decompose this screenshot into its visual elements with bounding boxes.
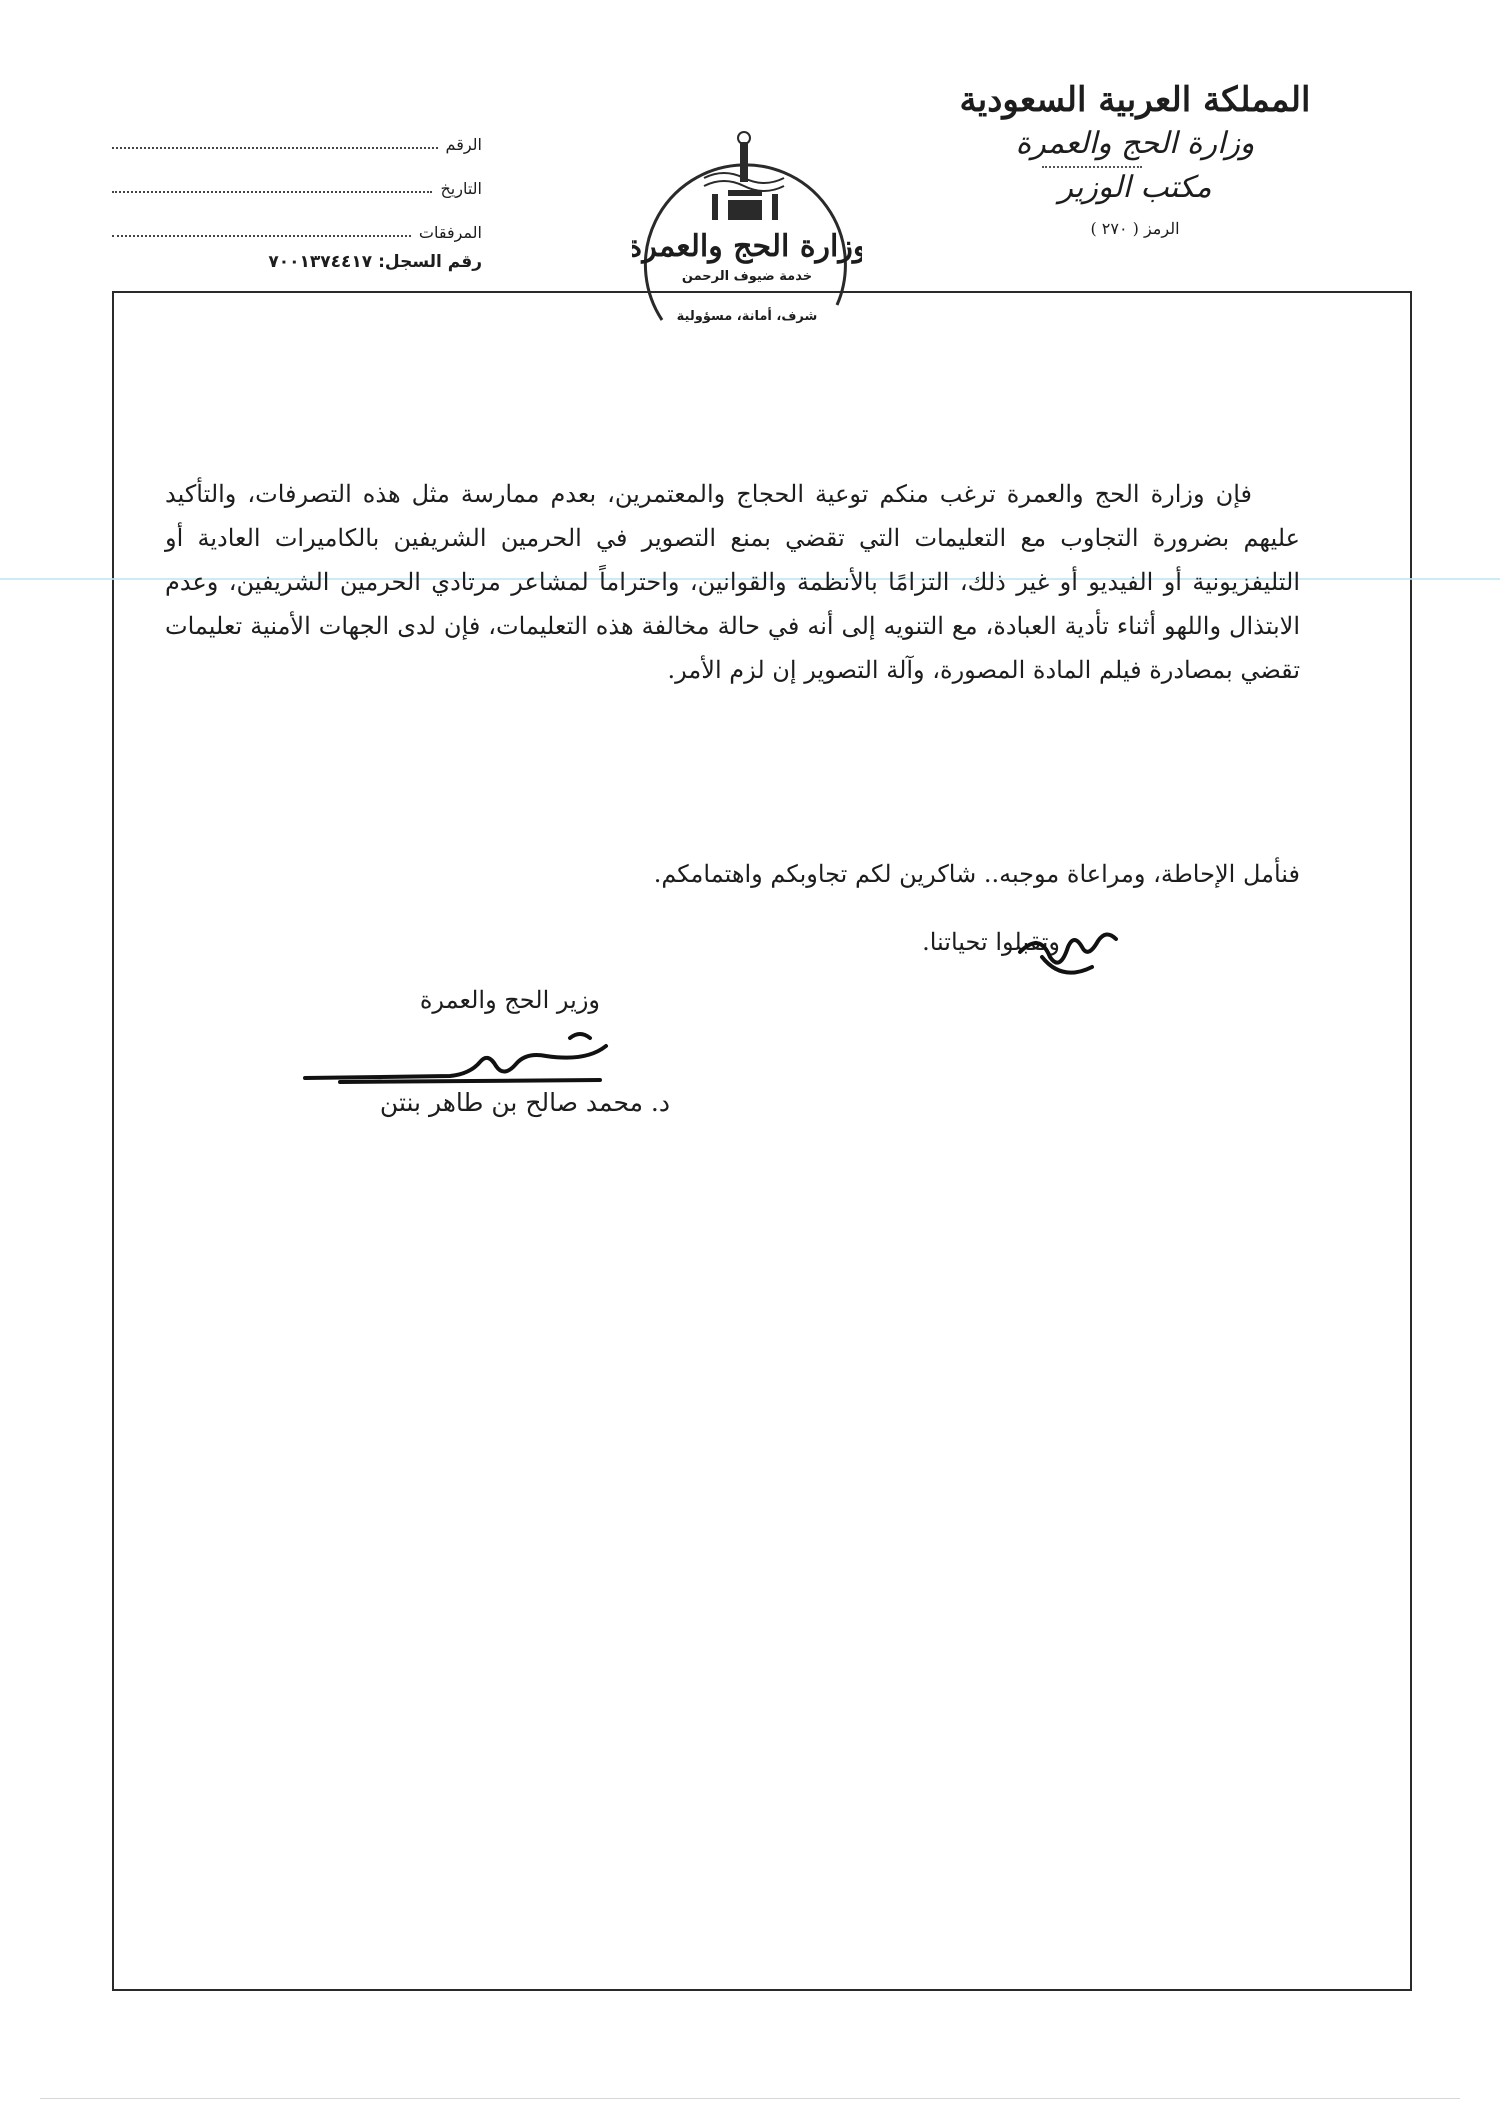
signatory-name: د. محمد صالح بن طاهر بنتن: [379, 1088, 670, 1117]
date-dots: [112, 191, 432, 193]
bottom-divider: [40, 2098, 1460, 2099]
header-dotted-line: [1042, 166, 1142, 168]
attachments-field: [112, 198, 482, 242]
registry-number: رقم السجل: ٧٠٠١٣٧٤٤١٧: [268, 252, 482, 272]
date-field: [112, 154, 482, 198]
ministry-name: وزارة الحج والعمرة: [1015, 126, 1255, 161]
reference-fields: [112, 110, 482, 272]
ministry-header: [945, 78, 1325, 244]
attachments-dots: [112, 235, 411, 237]
attachments-label: المرفقات: [418, 223, 482, 242]
number-field: [112, 110, 482, 154]
emblem-motto: شرف، أمانة، مسؤولية: [676, 309, 818, 324]
emblem-title: وزارة الحج والعمرة: [632, 229, 862, 264]
ministry-emblem: [632, 120, 862, 350]
handwritten-initial-signature: [1012, 912, 1132, 982]
number-dots: [112, 147, 438, 149]
emblem-subtitle: خدمة ضيوف الرحمن: [681, 269, 813, 284]
kingdom-name: المملكة العربية السعودية: [959, 80, 1311, 120]
signatory-title: وزير الحج والعمرة: [419, 986, 600, 1014]
emblem-graphic: [632, 120, 862, 350]
number-label: الرقم: [445, 135, 482, 154]
greeting-line: وتقبلوا تحياتنا.: [922, 928, 1060, 956]
body-paragraph: فإن وزارة الحج والعمرة ترغب منكم توعية الحجاج والمعتمرين، بعدم ممارسة مثل هذه التصرفات، والتأكيد عليهم بضرورة التجاوب مع التعليمات التي تقضي بمنع التصوير في الحرمين الشريفين بالكاميرات العادية أو التليفزيونية أو الفيديو أو غير ذلك، التزامًا بالأنظمة والقوانين، واحتراماً لمشاعر مرتادي الحرمين الشريفين، وعدم الابتذال واللهو أثناء تأدية العبادة، مع التنويه إلى أنه في حالة مخالفة هذه التعليمات، فإن لدى الجهات الأمنية تعليمات تقضي بمصادرة فيلم المادة المصورة، وآلة التصوير إن لزم الأمر.: [165, 480, 1301, 684]
office-code: الرمز ( ٢٧٠ ): [1090, 219, 1180, 238]
office-name: مكتب الوزير: [1058, 170, 1212, 205]
closing-line: فنأمل الإحاطة، ومراعاة موجبه.. شاكرين لكم تجاوبكم واهتمامكم.: [653, 860, 1300, 888]
letter-body: [165, 472, 1300, 692]
date-label: التاريخ: [440, 179, 482, 198]
